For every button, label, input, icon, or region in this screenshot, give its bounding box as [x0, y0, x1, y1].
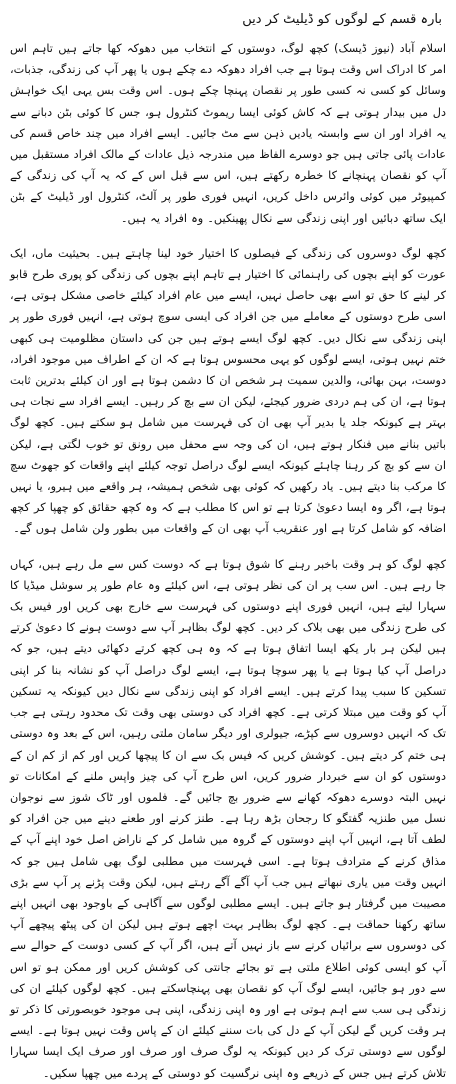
article-title: بارہ قسم کے لوگوں کو ڈیلیٹ کر دیں	[242, 12, 442, 27]
article-paragraph-1: اسلام آباد (نیوز ڈیسک) کچھ لوگ، دوستوں کے انتخاب میں دھوکہ کھا جاتے ہیں تاہم اس امر کا ادراک اس وقت ہوتا ہے جب افراد دھوکہ دے چکے ہوں یا پھر آپ کی زندگی، جذبات، وسائل کو کسی نہ کسی طور پر نقصان پہنچا چکے ہوں۔ اس وقت بس یہی ایک خواہش دل میں بیدار ہوتی ہے کہ کاش کوئی ایسا ریموٹ کنٹرول ہو، جس کا کوئی بٹن دبانے سے یہ افراد اور ان سے وابستہ یادیں ذہن سے مٹ جائیں۔ ایسے افراد میں چند خاص قسم کی عادات پائی جاتی ہیں جو دوسرے الفاظ میں مندرجہ ذیل عادات کے مالک افراد مستقبل میں آپ کو نقصان پہنچانے کا خطرہ رکھتے ہیں، اس سے قبل اس کے کہ یہ آپ کی زندگی کے کمپیوٹر میں کوئی وائرس داخل کریں، انہیں فوری طور پر آلٹ، کنٹرول اور ڈیلیٹ کے بٹن ایک ساتھ دبائیں اور اپنی زندگی سے نکال پھینکیں۔ وہ افراد یہ ہیں۔	[10, 42, 446, 225]
article-paragraph-3: کچھ لوگ کو ہر وقت باخبر رہنے کا شوق ہوتا ہے کہ دوست کس سے مل رہے ہیں، کہاں جا رہے ہیں۔ اس سب پر ان کی نظر ہوتی ہے، اس کیلئے وہ عام طور پر سوشل میڈیا کا سہارا لیتے ہیں، انہیں فوری اپنے دوستوں کی فہرست سے خارج بھی کریں اور فیس بک کی طرح زندگی میں بھی بلاک کر دیں۔ کچھ لوگ بظاہر آپ سے دوست ہونے کا دعویٰ کرتے ہیں لیکن ہر بار یکھ ایسا اتفاق ہوتا ہے کہ وہ ہی کچھ کرتے دکھائی دیتے ہیں، جو کہ دراصل آپ کیا ہوتا ہے یا پھر سوچا ہوتا ہے، ایسے لوگ دراصل آپ کو نشانہ بنا کر اپنی تسکین کا سبب پیدا کرتے ہیں۔ ایسے افراد کو اپنی زندگی سے نکال دیں کیونکہ یہ تسکین آپ کو وقت میں مبتلا کرتی ہے۔ کچھ افراد کی دوستی بھی وقت تک محدود رہتی ہے جب تک کہ انہیں دوسروں سے کپڑے، جیولری اور دیگر سامان ملتی رہیں، اس کے بعد وہ دوستی ہی ختم کر دیتے ہیں۔ کوشش کریں کہ فیس بک سے ان کا پیچھا کریں اور کم از کم ان کے دوستوں کو ان سے خبردار ضرور کریں، اس طرح آپ کی چیز واپس ملنے کے امکانات تو نہیں البتہ دوسرے دھوکہ کھانے سے ضرور بچ جائیں گے۔ فلموں اور ٹاک شوز سے نوجوان نسل میں طنزیہ گفتگو کا رجحان بڑھ رہا ہے۔ طنز کرنے اور طعنے دینے میں جن افراد کو لطف آتا ہے، انہیں آپ اپنے دوستوں کے گروہ میں شامل کر کے ناراض اصل خود اپنے آپ کے مذاق کرنے کے مترادف ہوتا ہے۔ اسی فہرست میں مطلبی لوگ بھی شامل ہیں جو کہ انہیں وقت میں یاری نبھاتے ہیں جب آپ آگے آگے رہتے ہیں، لیکن وقت پڑنے پر آپ سے بڑی مصیبت میں گرفتار ہو جاتے ہیں۔ ایسے مطلبی لوگوں سے آگاہی کے باوجود بھی انہیں اپنے ساتھ رکھنا حماقت ہے۔ کچھ لوگ بظاہر بہت اچھے ہوتے ہیں لیکن ان کی پیٹھ پیچھے آپ کی دوسروں سے برائیاں کرنے سے باز نہیں آتے ہیں، اگر آپ کے کسی دوست کے حوالے سے آپ کو ایسی کوئی اطلاع ملتی ہے تو بجائے جانتی کی کوشش کریں اور ممکن ہو تو اس سے دور ہو جائیں، ایسے لوگ آپ کو نقصان بھی پہنچاسکتے ہیں۔ کچھ لوگوں کیلئے ان کی زندگی ہی سب سے اہم ہوتی ہے اور وہ اپنی زندگی، اپنی ہی موجود خوبصورتی کا ذکر تو ہر وقت کریں گے لیکن آپ کے دل کی بات سننے کیلئے ان کے پاس وقت نہیں ہوتا ہے۔ ایسے لوگوں سے دوستی ترک کر دیں کیونکہ یہ لوگ صرف اور صرف اور صرف ایک ایسا سہارا تلاش کرتے ہیں جس کے ذریعے وہ اپنی نرگسیت کو دوستی کے پردے میں چھپا سکیں۔	[10, 557, 446, 1080]
article-paragraph-2: کچھ لوگ دوسروں کی زندگی کے فیصلوں کا اختیار خود لینا چاہتے ہیں۔ بحیثیت ماں، ایک عورت کو اپنے بچوں کی راہنمائی کا اختیار ہے تاہم اپنے بچوں کی زندگی کو پوری طرح قابو کر لینے کا حق تو اسے بھی حاصل نہیں، ایسے میں عام افراد کیلئے خاصی مشکل ہوتی ہے، اسی طرح دوستوں کے معاملے میں جن افراد کی ایسی سوچ ہوتی ہے، انہیں فوری طور پر اپنی زندگی سے نکال دیں۔ کچھ لوگ ایسے ہوتے ہیں جن کی داستان مظلومیت ہی کبھی ختم نہیں ہوتی، ایسے لوگوں کو یہی محسوس ہوتا ہے کہ ان کے اطراف میں موجود افراد، دوست، بہن بھائی، والدین سمیت ہر شخص ان کا دشمن ہوتا ہے اور ان کیلئے بدترین ثابت ہوتا ہے، ان کی ہم دردی ضرور کیجئے، لیکن ان سے بچ کر رہیں۔ ایسے افراد سے نجات ہی بہتر ہے کیونکہ جلد یا بدیر آپ بھی ان کی فہرست میں شامل ہو سکتے ہیں۔ کچھ لوگ باتیں بنانے میں فنکار ہوتے ہیں، ان کی وجہ سے محفل میں رونق تو خوب لگتی ہے، لیکن ان سے کو بچ کر رہنا چاہئے کیونکہ ایسے لوگ دراصل توجہ کیلئے اپنے واقعات کو جھوٹ سچ کا مرکب بنا دیتے ہیں۔ یاد رکھیں کہ کوئی بھی شخص ہمیشہ، ہر واقعے میں ہیرو، یا نہیں ہوتا ہے، اگر وہ ایسا دعویٰ کرتا ہے تو اس کا مطلب ہے کہ وہ کچھ حقائق کو چھپا کر کچھ اضافہ کو شامل کرتا ہے اور عنقریب آپ بھی ان کے واقعات میں بطور ولن شامل ہوں گے۔	[10, 246, 446, 536]
